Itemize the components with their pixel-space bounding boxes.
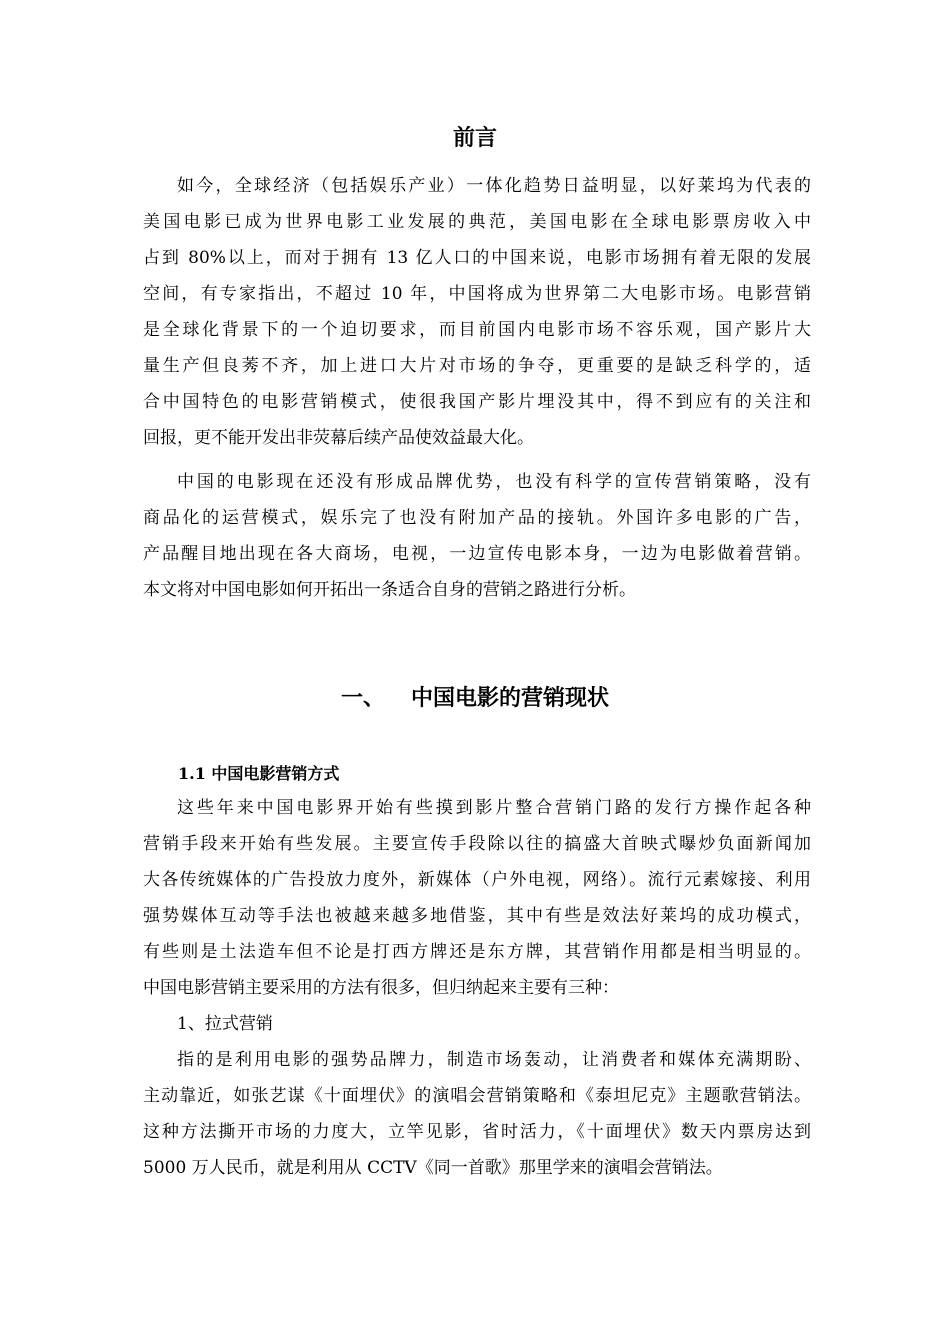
- preface-paragraph-1: [143, 168, 811, 456]
- section-1-title: [0, 678, 950, 718]
- text-line: 指的是利用电影的强势品牌力，制造市场轰动，让消费者和媒体充满期盼、: [177, 1050, 811, 1070]
- text-line: 主动靠近，如张艺谋《十面埋伏》的演唱会营销策略和《泰坦尼克》主题歌营销法。: [143, 1086, 811, 1106]
- text-line: 占到 80%以上，而对于拥有 13 亿人口的中国来说，电影市场拥有着无限的发展: [143, 248, 811, 268]
- text-line: 合中国特色的电影营销模式，使很我国产影片埋没其中，得不到应有的关注和: [143, 392, 811, 412]
- preface-title: 前言: [452, 125, 497, 151]
- section-1-title-text: 中国电影的营销现状: [411, 685, 610, 711]
- text-line: 空间，有专家指出，不超过 10 年，中国将成为世界第二大电影市场。电影营销: [143, 284, 811, 304]
- subsection-paragraph-2: [143, 1042, 811, 1186]
- text-line: 中国的电影现在还没有形成品牌优势，也没有科学的宣传营销策略，没有: [177, 472, 811, 492]
- text-line: 商品化的运营模式，娱乐完了也没有附加产品的接轨。外国许多电影的广告，: [143, 508, 811, 528]
- text-line: 是全球化背景下的一个迫切要求，而目前国内电影市场不容乐观，国产影片大: [143, 320, 811, 340]
- text-line: 量生产但良莠不齐，加上进口大片对市场的争夺，更重要的是缺乏科学的，适: [143, 356, 811, 376]
- text-line: 大各传统媒体的广告投放力度外，新媒体（户外电视，网络）。流行元素嫁接、利用: [143, 870, 811, 890]
- text-line: 这种方法撕开市场的力度大，立竿见影，省时活力，《十面埋伏》数天内票房达到: [143, 1122, 811, 1142]
- text-line: 营销手段来开始有些发展。主要宣传手段除以往的搞盛大首映式曝炒负面新闻加: [143, 834, 811, 854]
- text-line: 回报，更不能开发出非荧幕后续产品使效益最大化。: [143, 428, 534, 448]
- text-line: 强势媒体互动等手法也被越来越多地借鉴，其中有些是效法好莱坞的成功模式，: [143, 906, 811, 926]
- text-line: 产品醒目地出现在各大商场，电视，一边宣传电影本身，一边为电影做着营销。: [143, 544, 811, 564]
- text-line: 有些则是土法造车但不论是打西方牌还是东方牌，其营销作用都是相当明显的。: [143, 942, 811, 962]
- subsection-1-1-title: 1.1 中国电影营销方式: [178, 764, 340, 783]
- text-line: 这些年来中国电影界开始有些摸到影片整合营销门路的发行方操作起各种: [177, 798, 811, 818]
- preface-paragraph-2: [143, 464, 811, 608]
- text-line: 美国电影已成为世界电影工业发展的典范，美国电影在全球电影票房收入中: [143, 212, 811, 232]
- text-line: 本文将对中国电影如何开拓出一条适合自身的营销之路进行分析。: [143, 580, 636, 600]
- list-heading-pull-marketing: [143, 1006, 811, 1042]
- text-line: 1、拉式营销: [177, 1014, 273, 1034]
- text-line: 如今，全球经济（包括娱乐产业）一体化趋势日益明显，以好莱坞为代表的: [177, 176, 811, 196]
- subsection-paragraph-1: [143, 790, 811, 1006]
- text-line: 5000 万人民币，就是利用从 CCTV《同一首歌》那里学来的演唱会营销法。: [143, 1158, 723, 1178]
- section-1-number: 一、: [340, 685, 385, 711]
- text-line: 中国电影营销主要采用的方法有很多，但归纳起来主要有三种：: [143, 978, 619, 998]
